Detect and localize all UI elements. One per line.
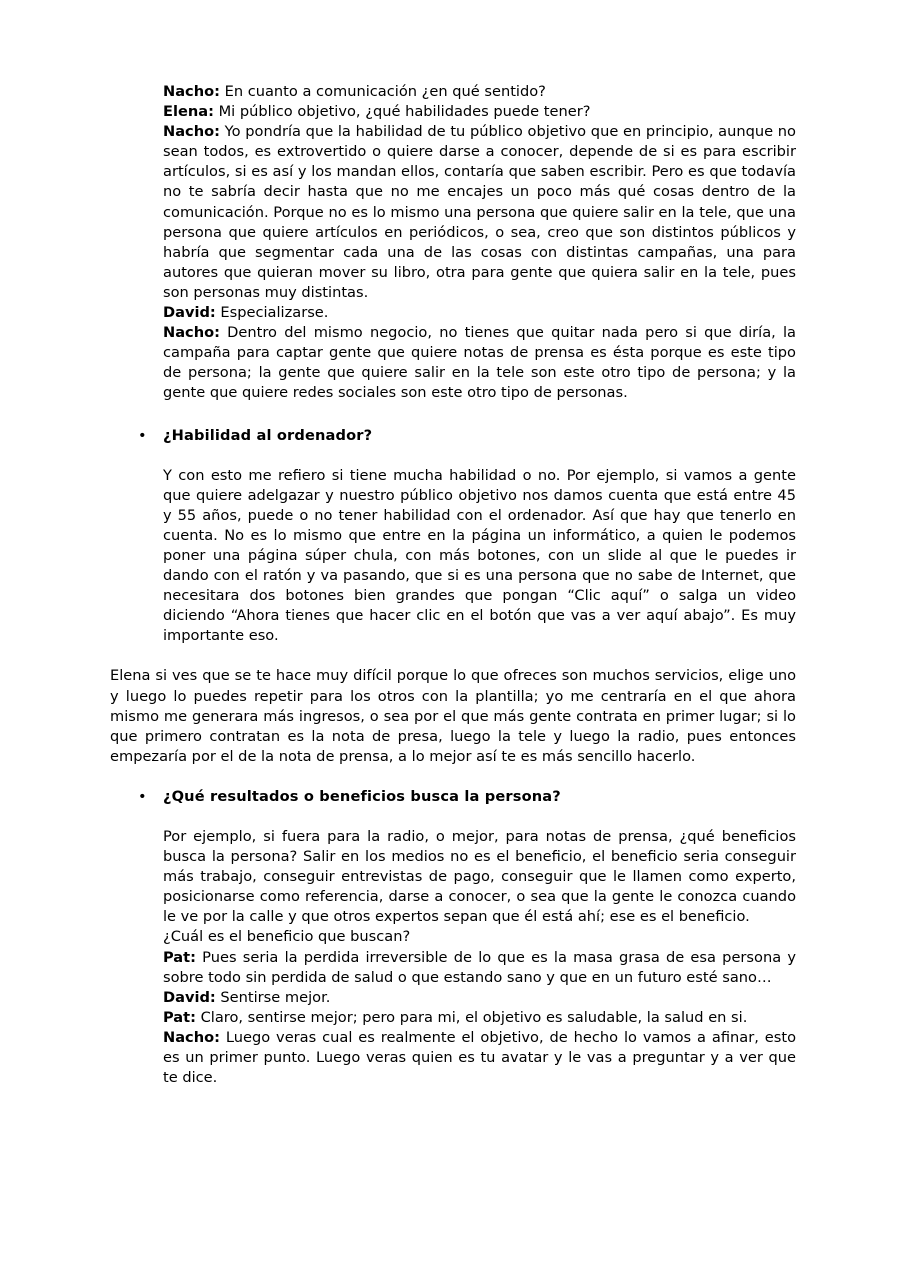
paragraph — [163, 988, 796, 1008]
speech-text: En cuanto a comunicación ¿en qué sentido? — [219, 83, 546, 100]
speech-text: Claro, sentirse mejor; pero para mi, el objetivo es saludable, la salud en si. — [195, 1008, 748, 1026]
bullet-icon: • — [138, 426, 147, 444]
speech-text: Sentirse mejor. — [215, 988, 331, 1006]
paragraph — [163, 948, 796, 988]
speech-text: Yo pondría que la habilidad de tu público objetivo que en principio, aunque no sean todos, es extrovertido o quiere darse a conocer, depende de si es para escribir artículos, si es así y los mandan ellos, contaría que saben escribir. Pero es que todavía no te sabría decir hasta que no me encajes un poco más qué cosas dentro de la comunicación. Porque no es lo mismo una persona que quiere salir en la tele, que una persona que quiere artículos en periódicos, o sea, creo que son distintos públicos y habría que segmentar cada una de las cosas con distintas campañas, una para autores que quieran mover su libro, otra para gente que quiera salir en la tele, pues son personas muy distintas. — [163, 123, 796, 301]
paragraph — [163, 303, 796, 323]
speech-text: Pues seria la perdida irreversible de lo que es la masa grasa de esa persona y sobre todo sin perdida de salud o que estando sano y que en un futuro esté sano… — [163, 948, 796, 986]
body-block-elena-servicios — [110, 666, 796, 766]
dialogue-block-elena-1 — [163, 102, 796, 122]
speaker-label: Pat: — [163, 948, 196, 966]
dialogue-block-nacho-1 — [163, 82, 796, 102]
paragraph: Elena si ves que se te hace muy difícil porque lo que ofreces son muchos servicios, elige uno y luego lo puedes repetir para los otros con la plantilla; yo me centraría en el que ahora mismo me generara más ingresos, o sea por el que más gente contrata en primer lugar; si lo que primero contratan es la nota de presa, luego la tele y luego la radio, pues entonces empezaría por el de la nota de prensa, a lo mejor así te es más sencillo hacerlo. — [110, 667, 796, 765]
paragraph — [163, 323, 796, 403]
speaker-label: David: — [163, 304, 216, 322]
body-block-beneficios — [163, 827, 796, 927]
dialogue-block-pat-2 — [163, 1008, 796, 1028]
dialogue-block-nacho-4 — [163, 1028, 796, 1088]
paragraph — [163, 122, 796, 303]
spacer — [110, 646, 796, 666]
dialogue-block-nacho-2 — [163, 122, 796, 303]
speech-text: Mi público objetivo, ¿qué habilidades puede tener? — [213, 103, 591, 121]
speaker-label: Nacho: — [163, 83, 220, 100]
speaker-label: Pat: — [163, 1008, 196, 1026]
spacer — [110, 767, 796, 787]
speaker-label: Nacho: — [163, 324, 220, 342]
paragraph: ¿Cuál es el beneficio que buscan? — [163, 928, 411, 946]
bullet-heading-text: ¿Qué resultados o beneficios busca la persona? — [163, 787, 561, 805]
speaker-label: David: — [163, 988, 216, 1006]
paragraph — [163, 1028, 796, 1088]
spacer — [110, 404, 796, 426]
dialogue-block-pat-1 — [163, 948, 796, 988]
paragraph: Por ejemplo, si fuera para la radio, o mejor, para notas de prensa, ¿qué beneficios busca la persona? Salir en los medios no es el beneficio, el beneficio seria conseguir más trabajo, conseguir entrevistas de pago, conseguir que le llamen como experto, posicionarse como referencia, darse a conocer, o sea que la gente le conozca cuando le ve por la calle y que otros expertos sepan que él está ahí; ese es el beneficio. — [163, 828, 796, 926]
speaker-label: Nacho: — [163, 123, 220, 141]
body-block-pregunta-beneficio — [163, 927, 796, 947]
spacer — [110, 807, 796, 827]
paragraph — [163, 82, 796, 102]
speaker-label: Elena: — [163, 103, 214, 121]
bullet-icon: • — [138, 787, 147, 805]
speaker-label: Nacho: — [163, 1028, 220, 1046]
dialogue-block-nacho-3 — [163, 323, 796, 403]
dialogue-block-david-2 — [163, 988, 796, 1008]
dialogue-block-david-1 — [163, 303, 796, 323]
speech-text: Especializarse. — [215, 304, 329, 322]
paragraph: Y con esto me refiero si tiene mucha habilidad o no. Por ejemplo, si vamos a gente que quiere adelgazar y nuestro público objetivo nos damos cuenta que está entre 45 y 55 años, puede o no tener habilidad con el ordenador. Así que hay que tenerlo en cuenta. No es lo mismo que entre en la página un informático, a quien le podemos poner una página súper chula, con más botones, con un slide al que le puedes ir dando con el ratón y va pasando, que si es una persona que no sabe de Internet, que necesitara dos botones bien grandes que pongan “Clic aquí” o salga un video diciendo “Ahora tienes que hacer clic en el botón que vas a ver aquí abajo”. Es muy importante eso. — [163, 466, 796, 645]
speech-text: Luego veras cual es realmente el objetivo, de hecho lo vamos a afinar, esto es un primer punto. Luego veras quien es tu avatar y le vas a preguntar y a ver que te dice. — [163, 1028, 796, 1087]
bullet-heading-text: ¿Habilidad al ordenador? — [163, 426, 373, 444]
paragraph — [163, 1008, 796, 1028]
bullet-item-habilidad-ordenador — [137, 426, 796, 446]
spacer — [110, 446, 796, 466]
speech-text: Dentro del mismo negocio, no tienes que quitar nada pero si que diría, la campaña para captar gente que quiere notas de prensa es ésta porque es este tipo de persona; la gente que quiere salir en la tele son este otro tipo de persona; y la gente que quiere redes sociales son este otro tipo de personas. — [163, 324, 796, 402]
document-content — [110, 82, 796, 1088]
bullet-item-resultados-beneficios — [137, 787, 796, 807]
paragraph — [163, 102, 796, 122]
body-block-habilidad-ordenador — [163, 466, 796, 647]
